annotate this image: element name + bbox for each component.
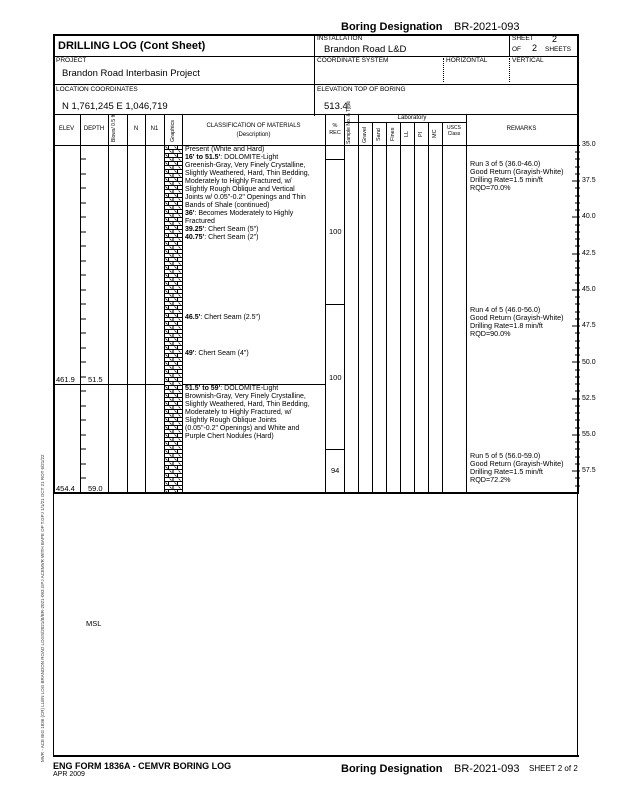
col-elev: ELEV bbox=[58, 126, 75, 132]
footer-boring-id: BR-2021-093 bbox=[454, 763, 520, 775]
description-upper bbox=[185, 146, 310, 242]
col-rec: % REC bbox=[329, 123, 341, 136]
depth-2: 59.0 bbox=[88, 484, 103, 493]
location-label: LOCATION COORDINATES bbox=[56, 86, 138, 93]
desc-line: Slightly Weathered, Hard, Thin Bedding, bbox=[185, 401, 310, 408]
desc-line: Moderately to Highly Fractured, w/ bbox=[185, 178, 292, 185]
footer-date: APR 2009 bbox=[53, 771, 85, 778]
scale-500: 50.0 bbox=[582, 359, 596, 366]
desc-line: (0.05"-0.2" Openings) and White and bbox=[185, 425, 300, 432]
installation-value: Brandon Road L&D bbox=[324, 44, 407, 55]
desc-line: 40.75': Chert Seam (2") bbox=[185, 234, 259, 241]
desc-line: Fractured bbox=[185, 218, 215, 225]
elev-1: 461.9 bbox=[56, 375, 75, 384]
desc-chert-46: 46.5': Chert Seam (2.5") bbox=[185, 314, 261, 321]
msl-label: MSL bbox=[86, 619, 102, 628]
desc-line: Purple Chert Nodules (Hard) bbox=[185, 433, 274, 440]
lithology-graphic bbox=[164, 145, 182, 492]
col-remarks: REMARKS bbox=[506, 126, 537, 132]
sheet-number: 2 bbox=[552, 34, 558, 44]
scale-575: 57.5 bbox=[582, 467, 596, 474]
scale-375: 37.5 bbox=[582, 177, 596, 184]
desc-line: 51.5' to 59': DOLOMITE-Light bbox=[185, 385, 279, 392]
col-uscs: USCS Class bbox=[447, 125, 461, 137]
desc-line: Slightly Weathered, Hard, Thin Bedding, bbox=[185, 170, 310, 177]
scale-400: 40.0 bbox=[582, 213, 596, 220]
vertical-label: VERTICAL bbox=[512, 57, 544, 64]
scale-525: 52.5 bbox=[582, 395, 596, 402]
col-blows: Blows/ 0.5 ft bbox=[111, 114, 117, 142]
desc-line: Present (White and Hard) bbox=[185, 146, 265, 153]
col-ll: LL bbox=[404, 130, 410, 137]
desc-line: Slightly Rough Oblique Joints bbox=[185, 417, 277, 424]
desc-line: Bands of Shale (continued) bbox=[185, 202, 270, 209]
location-value: N 1,761,245 E 1,046,719 bbox=[62, 101, 168, 112]
desc-chert-49: 49': Chert Seam (4") bbox=[185, 350, 249, 357]
project-value: Brandon Road Interbasin Project bbox=[62, 68, 200, 79]
side-file-path: MVR - ACE BIG 1836 (CR) LLEN LOG BRANDON ROAD LOGS/2021/B/BR-2021-093.GPJ ACEMVR WITH BAPE OP T.GPJ 1/1/21 OCT 21 ROT 6/21/22 bbox=[40, 454, 45, 762]
col-n: N bbox=[133, 126, 139, 132]
scale-425: 42.5 bbox=[582, 250, 596, 257]
col-description: (Description) bbox=[236, 132, 271, 138]
footer-sheet: SHEET 2 of 2 bbox=[529, 764, 578, 773]
sheet-total: 2 bbox=[532, 43, 538, 53]
remarks-run-5: Run 5 of 5 (56.0-59.0) Good Return (Grayish-White) Drilling Rate=1.5 min/ft RQD=72.2% bbox=[470, 451, 564, 484]
depth-ticks bbox=[80, 145, 110, 493]
col-pi: PI bbox=[418, 131, 424, 137]
desc-line: Slightly Rough Oblique and Vertical bbox=[185, 186, 295, 193]
of-label: OF bbox=[512, 46, 522, 53]
desc-line: 39.25': Chert Seam (5") bbox=[185, 226, 259, 233]
scale-350: 35.0 bbox=[582, 141, 596, 148]
col-depth: DEPTH bbox=[83, 126, 105, 132]
elevation-value: 513.4 bbox=[324, 101, 348, 112]
elev-2: 454.4 bbox=[56, 484, 75, 493]
boring-designation-header bbox=[341, 21, 442, 33]
desc-line: 16' to 51.5': DOLOMITE-Light bbox=[185, 154, 279, 161]
desc-line: 36': Becomes Moderately to Highly bbox=[185, 210, 294, 217]
scale-550: 55.0 bbox=[582, 431, 596, 438]
col-sand: Sand bbox=[376, 128, 382, 141]
installation-label: INSTALLATION bbox=[317, 35, 363, 42]
recovery-run-5: 94 bbox=[331, 466, 340, 475]
sheets-label: SHEETS bbox=[545, 46, 572, 53]
col-n1: N1 bbox=[150, 126, 159, 132]
description-lower bbox=[185, 385, 310, 441]
coord-system-label: COORDINATE SYSTEM bbox=[317, 57, 389, 64]
log-title: DRILLING LOG (Cont Sheet) bbox=[58, 40, 206, 52]
col-sample: Sample No. & Type bbox=[346, 101, 352, 144]
col-graphics: Graphics bbox=[170, 119, 176, 142]
desc-line: Joints w/ 0.05"-0.2" Openings and Thin bbox=[185, 194, 306, 201]
col-gravel: Gravel bbox=[362, 126, 368, 143]
scale-475: 47.5 bbox=[582, 322, 596, 329]
depth-1: 51.5 bbox=[88, 375, 103, 384]
col-classification: CLASSIFICATION OF MATERIALS bbox=[206, 123, 301, 129]
col-laboratory: Laboratory bbox=[397, 115, 427, 121]
project-label: PROJECT bbox=[56, 57, 87, 64]
footer-boring-label: Boring Designation bbox=[341, 763, 443, 775]
boring-id: BR-2021-093 bbox=[454, 21, 520, 33]
col-mc: MC bbox=[432, 129, 438, 138]
recovery-run-3: 100 bbox=[329, 227, 342, 236]
remarks-run-3: Run 3 of 5 (36.0-46.0) Good Return (Grayish-White) Drilling Rate=1.5 min/ft RQD=70.0% bbox=[470, 159, 564, 192]
col-fines: Fines bbox=[390, 127, 396, 141]
boring-designation-label: Boring Designation bbox=[341, 21, 443, 33]
sheet-label: SHEET bbox=[512, 35, 534, 42]
desc-line: Moderately to Highly Fractured, w/ bbox=[185, 409, 292, 416]
elevation-label: ELEVATION TOP OF BORING bbox=[317, 86, 406, 93]
footer-form: ENG FORM 1836A - CEMVR BORING LOG bbox=[53, 761, 232, 771]
desc-line: Greenish-Gray, Very Finely Crystalline, bbox=[185, 162, 306, 169]
remarks-run-4: Run 4 of 5 (46.0-56.0) Good Return (Grayish-White) Drilling Rate=1.8 min/ft RQD=90.0% bbox=[470, 305, 564, 338]
scale-450: 45.0 bbox=[582, 286, 596, 293]
horizontal-label: HORIZONTAL bbox=[446, 57, 488, 64]
recovery-run-4: 100 bbox=[329, 373, 342, 382]
desc-line: Brownish-Gray, Very Finely Crystalline, bbox=[185, 393, 306, 400]
depth-scale-ticks bbox=[572, 145, 580, 493]
